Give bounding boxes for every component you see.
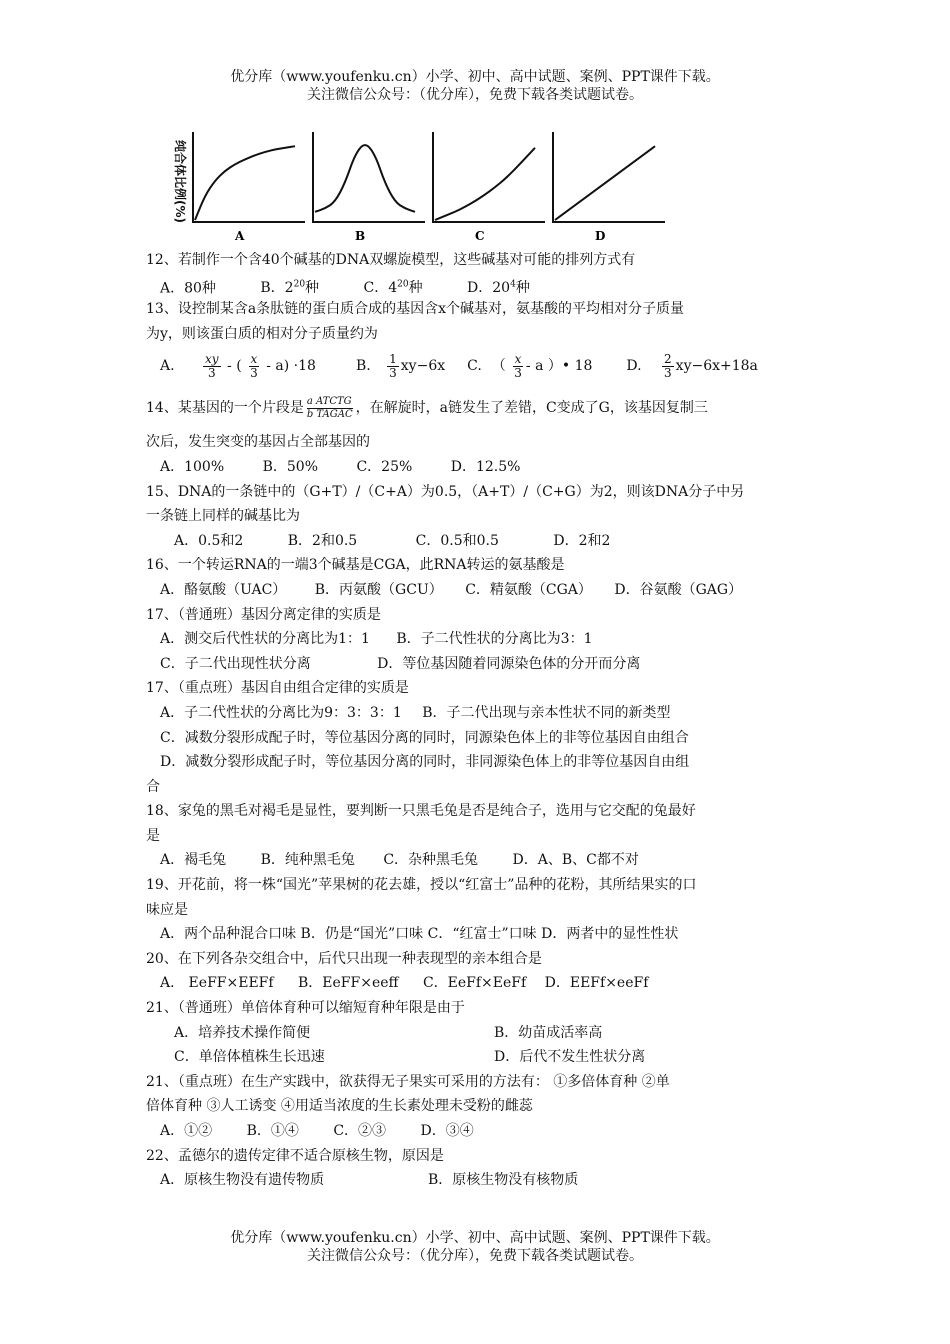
q21b-options <box>146 1119 818 1144</box>
q20-options <box>146 971 818 996</box>
chart-curve-d <box>555 146 655 220</box>
q21b-stem-1: 21、（重点班）在生产实践中，欲获得无子果实可采用的方法有： ①多倍体育种 ②单 <box>146 1073 670 1090</box>
chart-label-c: C <box>475 229 485 243</box>
footer-line-1: 优分库（www.youfenku.cn）小学、初中、高中试题、案例、PPT课件下载。 <box>230 1230 720 1246</box>
q14-options <box>146 455 818 480</box>
q13-option-b: B. $\frac{1}{3}$ xy−6x <box>355 351 446 380</box>
chart-label-a: A <box>235 229 245 243</box>
q13-option-a: A. $\frac{xy}{3}$ - ( $\frac{x}{3}$ - a) ·18 <box>160 351 316 380</box>
q21a-option-a: A．培养技术操作简便 <box>174 1024 311 1041</box>
q21a-options-2 <box>146 1045 818 1070</box>
q20-option-d: D．EEFf×eeFf <box>544 975 649 992</box>
q20-option-b: B．EeFF×eeff <box>298 975 399 992</box>
chart-axes-c <box>433 132 545 222</box>
q16-stem: 16、一个转运RNA的一端3个碱基是CGA，此RNA转运的氨基酸是 <box>146 557 565 574</box>
q14-stem-1: 14、某基因的一个片段是 a ATCTG b TAGAC ，在解旋时，a链发生了差错，C变成了G，该基因复制三 <box>146 395 708 420</box>
chart-curve-a <box>195 146 295 220</box>
q20-option-c: C．EeFf×EeFf <box>422 975 527 992</box>
q16-option-a: A．酪氨酸（UAC） <box>160 581 287 598</box>
chart-curve-c <box>435 148 535 220</box>
q16-option-d: D．谷氨酸（GAG） <box>614 581 743 598</box>
q15-option-c: C．0.5和0.5 <box>415 532 499 549</box>
q15-stem-2: 一条链上同样的碱基比为 <box>146 508 300 525</box>
q18-stem-2: 是 <box>146 827 160 844</box>
q18-option-d: D．A、B、C都不对 <box>512 852 639 869</box>
q17b-options-1 <box>146 701 818 726</box>
q21b-stem-2: 倍体育种 ③人工诱变 ④用适当浓度的生长素处理未受粉的雌蕊 <box>146 1098 533 1115</box>
header-line-2: 关注微信公众号：（优分库），免费下载各类试题试卷。 <box>307 87 643 103</box>
q13-stem-2: 为y，则该蛋白质的相对分子质量约为 <box>146 325 378 342</box>
q21a-option-c: C．单倍体植株生长迅速 <box>174 1049 325 1066</box>
q21b-option-d: D．③④ <box>420 1123 474 1139</box>
q12-option-b: B．$2^{20}$种 <box>260 279 320 297</box>
page-footer <box>0 1229 950 1265</box>
q21a-option-b: B．幼苗成活率高 <box>494 1024 603 1041</box>
charts-svg <box>160 118 680 248</box>
q18-option-c: C．杂种黑毛兔 <box>383 852 479 869</box>
q13-stem-1: 13、设控制某含a条肽链的蛋白质合成的基因含x个碱基对，氨基酸的平均相对分子质量 <box>146 301 685 318</box>
page-header <box>0 68 950 104</box>
q17b-option-b: B．子二代出现与亲本性状不同的新类型 <box>422 704 671 721</box>
chart-label-d: D <box>595 229 606 243</box>
q17a-options-2 <box>146 652 818 677</box>
chart-ylabel: 纯合体比例(%) <box>173 140 187 223</box>
dna-fragment: a ATCTG b TAGAC <box>306 395 353 420</box>
q17b-option-d-1: D．减数分裂形成配子时，等位基因分离的同时，非同源染色体上的非等位基因自由组 <box>160 754 690 771</box>
q15-options <box>146 529 818 554</box>
q18-options <box>146 848 818 873</box>
q17b-stem: 17、（重点班）基因自由组合定律的实质是 <box>146 680 409 697</box>
q14-stem-2: 次后，发生突变的基因占全部基因的 <box>146 434 370 451</box>
chart-axes-a <box>193 132 305 222</box>
footer-line-2: 关注微信公众号：（优分库），免费下载各类试题试卷。 <box>307 1248 643 1264</box>
q18-stem-1: 18、家兔的黑毛对褐毛是显性，要判断一只黑毛兔是否是纯合子，选用与它交配的兔最好 <box>146 803 696 820</box>
q21b-option-a: A．①② <box>160 1123 213 1139</box>
q17b-option-a: A．子二代性状的分离比为9：3：3：1 <box>160 704 402 721</box>
q22-options <box>146 1168 818 1193</box>
q12-option-a: A．80种 <box>160 280 216 297</box>
q16-option-c: C．精氨酸（CGA） <box>465 581 592 598</box>
q17a-option-d: D．等位基因随着同源染色体的分开而分离 <box>377 655 641 672</box>
question-list <box>146 248 818 1193</box>
q19-stem-2: 味应是 <box>146 901 188 918</box>
q19-options: A．两个品种混合口味 B．仍是“国光”口味 C．“红富士”口味 D．两者中的显性性状 <box>160 926 679 943</box>
q13-option-d: D. $\frac{2}{3}$ xy−6x+18a <box>626 351 758 380</box>
q12-options <box>146 273 818 298</box>
q16-options <box>146 578 818 603</box>
q21b-option-b: B．①④ <box>246 1123 299 1139</box>
q17b-option-d-2: 合 <box>146 778 160 795</box>
q13-option-c: C. （ $\frac{x}{3}$ - a ）• 18 <box>467 351 593 380</box>
q20-option-a: A． EeFF×EEFf <box>160 975 274 992</box>
q15-stem-1: 15、DNA的一条链中的（G+T）/（C+A）为0.5，（A+T）/（C+G）为2，则该DNA分子中另 <box>146 483 745 500</box>
q14-option-d: D．12.5% <box>450 458 521 475</box>
chart-label-b: B <box>355 229 366 243</box>
q18-option-b: B．纯种黑毛兔 <box>260 852 355 869</box>
q17a-option-c: C．子二代出现性状分离 <box>160 655 311 672</box>
q20-stem: 20、在下列各杂交组合中，后代只出现一种表现型的亲本组合是 <box>146 950 542 967</box>
q13-options <box>146 346 818 386</box>
q18-option-a: A．褐毛兔 <box>160 852 227 869</box>
q21b-option-c: C．②③ <box>333 1123 387 1139</box>
q21a-options-1 <box>146 1021 818 1046</box>
homozygote-charts <box>160 118 680 248</box>
chart-curve-b <box>315 145 415 212</box>
q14-option-c: C．25% <box>356 458 413 475</box>
q19-stem-1: 19、开花前，将一株“国光”苹果树的花去雄，授以“红富士”品种的花粉，其所结果实的口 <box>146 877 697 894</box>
q15-option-d: D．2和2 <box>553 532 611 549</box>
q15-option-b: B．2和0.5 <box>287 532 358 549</box>
q12-option-d: D．$20^4$种 <box>467 279 530 297</box>
q17a-option-a: A．测交后代性状的分离比为1：1 <box>160 631 370 648</box>
q22-option-b: B．原核生物没有核物质 <box>428 1172 579 1189</box>
q16-option-b: B．丙氨酸（GCU） <box>314 581 443 598</box>
q17a-option-b: B．子二代性状的分离比为3：1 <box>396 631 593 648</box>
q17b-option-c: C．减数分裂形成配子时，等位基因分离的同时，同源染色体上的非等位基因自由组合 <box>160 729 689 746</box>
q12-option-c: C．$4^{20}$种 <box>363 279 423 297</box>
header-line-1: 优分库（www.youfenku.cn）小学、初中、高中试题、案例、PPT课件下载。 <box>230 69 720 85</box>
q21a-option-d: D．后代不发生性状分离 <box>494 1049 646 1066</box>
q22-stem: 22、孟德尔的遗传定律不适合原核生物，原因是 <box>146 1147 444 1164</box>
q22-option-a: A．原核生物没有遗传物质 <box>160 1172 325 1189</box>
q17a-options-1 <box>146 627 818 652</box>
q17a-stem: 17、（普通班）基因分离定律的实质是 <box>146 606 381 623</box>
q21a-stem: 21、（普通班）单倍体育种可以缩短育种年限是由于 <box>146 1000 465 1017</box>
q14-option-a: A．100% <box>160 458 225 475</box>
q12-stem: 12、若制作一个含40个碱基的DNA双螺旋模型，这些碱基对可能的排列方式有 <box>146 252 636 268</box>
q15-option-a: A．0.5和2 <box>174 532 244 549</box>
q14-option-b: B．50% <box>262 458 318 475</box>
